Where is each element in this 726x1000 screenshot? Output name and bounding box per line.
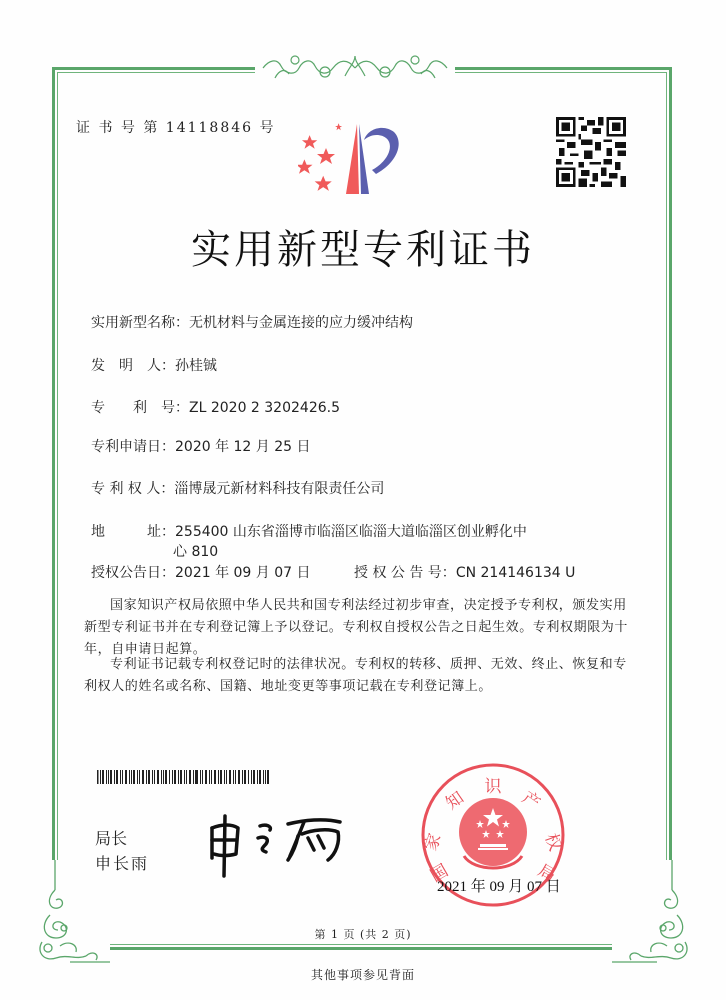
field-label: 授 权 公 告 号： (354, 565, 456, 581)
svg-text:知: 知 (442, 787, 468, 814)
cnipa-logo-icon (298, 112, 418, 202)
legal-paragraph-1: 国家知识产权局依照中华人民共和国专利法经过初步审查，决定授予专利权，颁发实用新型专利证书并在专利登记簿上予以登记。专利权自授权公告之日起生效。专利权期限为十年，自申请日起算。 (84, 598, 629, 657)
field-grant-date (91, 562, 311, 582)
svg-text:局: 局 (534, 860, 559, 887)
barcode-icon (97, 770, 269, 784)
corner-ornament-bottom-right-icon (612, 860, 692, 970)
director-name: 申长雨 (95, 854, 150, 873)
qr-code-icon (556, 117, 626, 187)
field-value: CN 214146134 U (455, 565, 576, 581)
field-label: 发 明 人： (91, 358, 175, 374)
legal-paragraph-2: 专利证书记载专利权登记时的法律状况。专利权的转移、质押、无效、终止、恢复和专利权人的姓名或名称、国籍、地址变更等事项记载在专利登记簿上。 (84, 657, 627, 694)
field-label: 授权公告日： (91, 565, 175, 581)
field-value: 2021 年 09 月 07 日 (175, 565, 311, 581)
certificate-title: 实用新型专利证书 (191, 227, 535, 273)
certificate-border-inner (57, 72, 667, 945)
svg-text:家: 家 (420, 830, 446, 854)
field-value: ZL 2020 2 3202426.5 (189, 400, 340, 416)
field-grant-publication-number (354, 562, 575, 582)
field-label: 专 利 权 人： (91, 481, 175, 497)
director-title: 局长 (95, 829, 128, 848)
certificate-number: 证 书 号 第 14118846 号 (76, 120, 276, 136)
svg-text:产: 产 (518, 787, 544, 814)
seal-date: 2021 年 09 月 07 日 (437, 879, 561, 895)
page-number: 第 1 页 (共 2 页) (314, 928, 412, 941)
field-patentee (91, 478, 384, 498)
signature-icon (200, 810, 360, 880)
field-patent-number (91, 397, 340, 417)
field-value: 255400 山东省淄博市临淄区临淄大道临淄区创业孵化中 (175, 524, 527, 540)
field-address (91, 521, 527, 541)
top-ornament-icon (255, 48, 455, 84)
corner-ornament-bottom-left-icon (30, 860, 110, 970)
field-value: 孙桂铖 (175, 358, 217, 374)
svg-text:国: 国 (427, 860, 452, 887)
field-label: 地 址： (91, 524, 175, 540)
field-label: 专 利 号： (91, 400, 189, 416)
svg-text:识: 识 (484, 777, 502, 797)
field-address-line2: 心 810 (173, 544, 219, 560)
field-label: 专利申请日： (91, 439, 175, 455)
field-value: 无机材料与金属连接的应力缓冲结构 (189, 315, 413, 331)
field-inventor (91, 355, 217, 375)
field-label: 实用新型名称： (91, 315, 189, 331)
see-reverse-note: 其他事项参见背面 (310, 968, 415, 982)
field-value: 淄博晟元新材料科技有限责任公司 (174, 481, 385, 497)
field-utility-model-name (91, 312, 413, 332)
field-value: 2020 年 12 月 25 日 (175, 439, 311, 455)
field-application-date (91, 436, 311, 456)
svg-text:权: 权 (540, 830, 566, 854)
